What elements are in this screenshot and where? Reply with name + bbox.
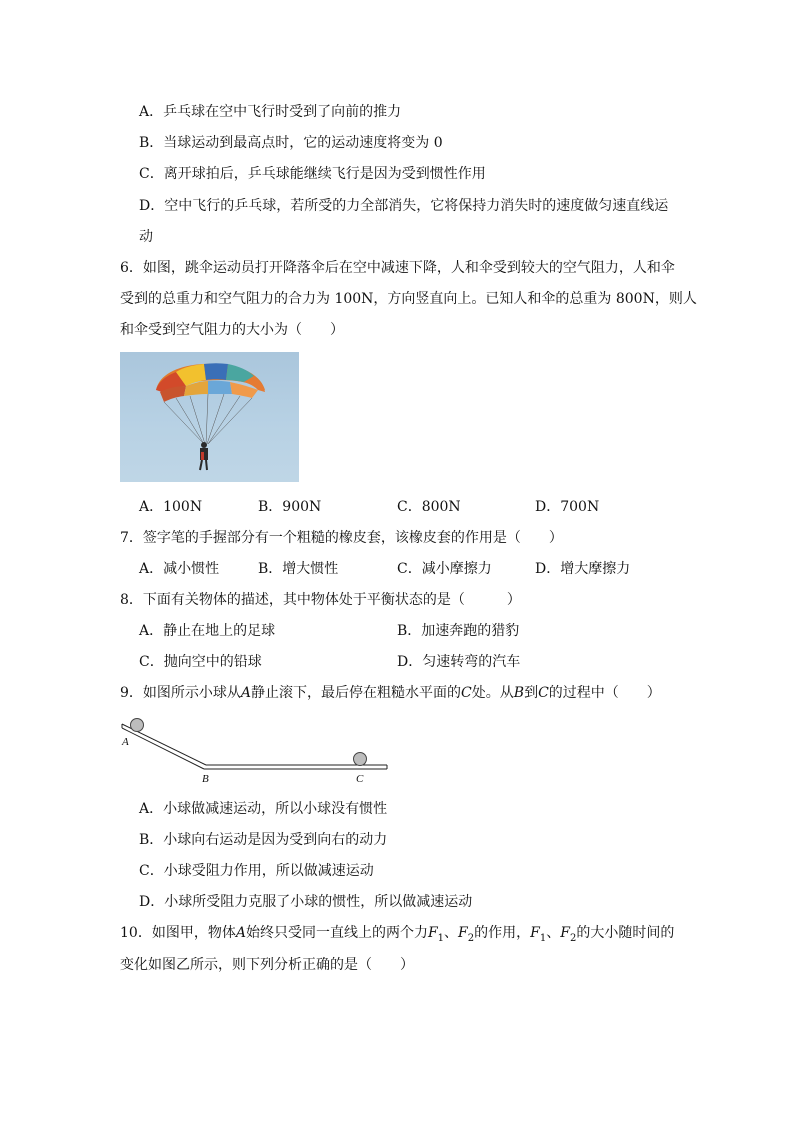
- q10-stem-line-2: 变化如图乙所示，则下列分析正确的是（ ）: [120, 957, 414, 973]
- ball-at-a: [131, 719, 144, 732]
- q10-part-4: 的大小随时间的: [576, 925, 675, 941]
- q10-part-3: 的作用，: [474, 925, 531, 941]
- q8-option-d[interactable]: D．匀速转弯的汽车: [397, 654, 521, 670]
- q7-stem: 7．签字笔的手握部分有一个粗糙的橡皮套，该橡皮套的作用是（ ）: [120, 530, 563, 546]
- q7-option-a[interactable]: A．减小惯性: [139, 561, 220, 577]
- q10-sep-1: 、: [444, 925, 459, 941]
- q9-option-b[interactable]: B．小球向右运动是因为受到向右的动力: [139, 832, 388, 848]
- parachutist-photo: [120, 352, 299, 482]
- label-a: A: [122, 736, 129, 748]
- q9-stem-part-5: 的过程中（ ）: [548, 685, 661, 701]
- q9-var-a: A: [240, 685, 252, 701]
- q10-part-2: 始终只受同一直线上的两个力: [245, 925, 428, 941]
- q5-option-a[interactable]: A．乒乓球在空中飞行时受到了向前的推力: [139, 104, 402, 120]
- q5-option-c[interactable]: C．离开球拍后，乒乓球能继续飞行是因为受到惯性作用: [139, 166, 486, 182]
- label-b: B: [202, 773, 209, 785]
- q6-option-d[interactable]: D．700N: [535, 499, 600, 515]
- q6-option-c[interactable]: C．800N: [397, 499, 461, 515]
- label-c: C: [356, 773, 364, 785]
- q6-stem-line-1: 6．如图，跳伞运动员打开降落伞后在空中减速下降，人和伞受到较大的空气阻力，人和伞: [120, 260, 675, 276]
- q6-stem-line-2: 受到的总重力和空气阻力的合力为 100N，方向竖直向上。已知人和伞的总重为 800N，则人: [120, 291, 697, 307]
- q10-stem-line-1: [120, 923, 674, 949]
- q9-var-c-2: C: [538, 685, 549, 701]
- q10-f2: F: [458, 925, 468, 941]
- q7-option-c[interactable]: C．减小摩擦力: [397, 561, 492, 577]
- q10-f2b-sub: 2: [569, 932, 577, 944]
- q10-sep-2: 、: [546, 925, 561, 941]
- q10-f1: F: [427, 925, 438, 941]
- q6-option-a[interactable]: A．100N: [139, 499, 203, 515]
- q7-option-b[interactable]: B．增大惯性: [258, 561, 339, 577]
- q10-f1-sub: 1: [437, 932, 445, 944]
- parachute-illustration: [120, 352, 299, 482]
- q10-var-a: A: [235, 925, 246, 941]
- q8-option-b[interactable]: B．加速奔跑的猎豹: [397, 623, 520, 639]
- q5-option-b[interactable]: B．当球运动到最高点时，它的运动速度将变为 0: [139, 135, 443, 151]
- q7-option-d[interactable]: D．增大摩擦力: [535, 561, 631, 577]
- q9-option-a[interactable]: A．小球做减速运动，所以小球没有惯性: [139, 801, 388, 817]
- q10-f1b-sub: 1: [539, 932, 547, 944]
- q10-f2b: F: [560, 925, 570, 941]
- q5-option-d[interactable]: D．空中飞行的乒乓球，若所受的力全部消失，它将保持力消失时的速度做匀速直线运: [139, 198, 669, 214]
- q8-option-c[interactable]: C．抛向空中的铅球: [139, 654, 262, 670]
- q10-f1b: F: [530, 925, 540, 941]
- q10-f2-sub: 2: [467, 932, 475, 944]
- q8-stem: 8．下面有关物体的描述，其中物体处于平衡状态的是（ ）: [120, 592, 521, 608]
- ball-at-c: [354, 753, 367, 766]
- q9-stem-part-3: 处。从: [471, 685, 514, 701]
- q8-option-a[interactable]: A．静止在地上的足球: [139, 623, 276, 639]
- q5-option-d-continued: 动: [139, 229, 153, 245]
- q9-stem-part-2: 静止滚下，最后停在粗糙水平面的: [251, 685, 462, 701]
- ramp-svg: [118, 712, 390, 788]
- q9-var-b: B: [513, 685, 525, 701]
- q9-stem-part-4: 到: [524, 685, 539, 701]
- q9-option-d[interactable]: D．小球所受阻力克服了小球的惯性，所以做减速运动: [139, 894, 473, 910]
- q9-stem: [120, 683, 661, 703]
- ramp-diagram: [118, 712, 390, 788]
- q6-option-b[interactable]: B．900N: [258, 499, 322, 515]
- q9-var-c: C: [461, 685, 472, 701]
- q10-part-1: 10．如图甲，物体: [120, 925, 236, 941]
- q6-stem-line-3: 和伞受到空气阻力的大小为（ ）: [120, 322, 344, 338]
- q9-stem-part-1: 9．如图所示小球从: [120, 685, 241, 701]
- q9-option-c[interactable]: C．小球受阻力作用，所以做减速运动: [139, 863, 374, 879]
